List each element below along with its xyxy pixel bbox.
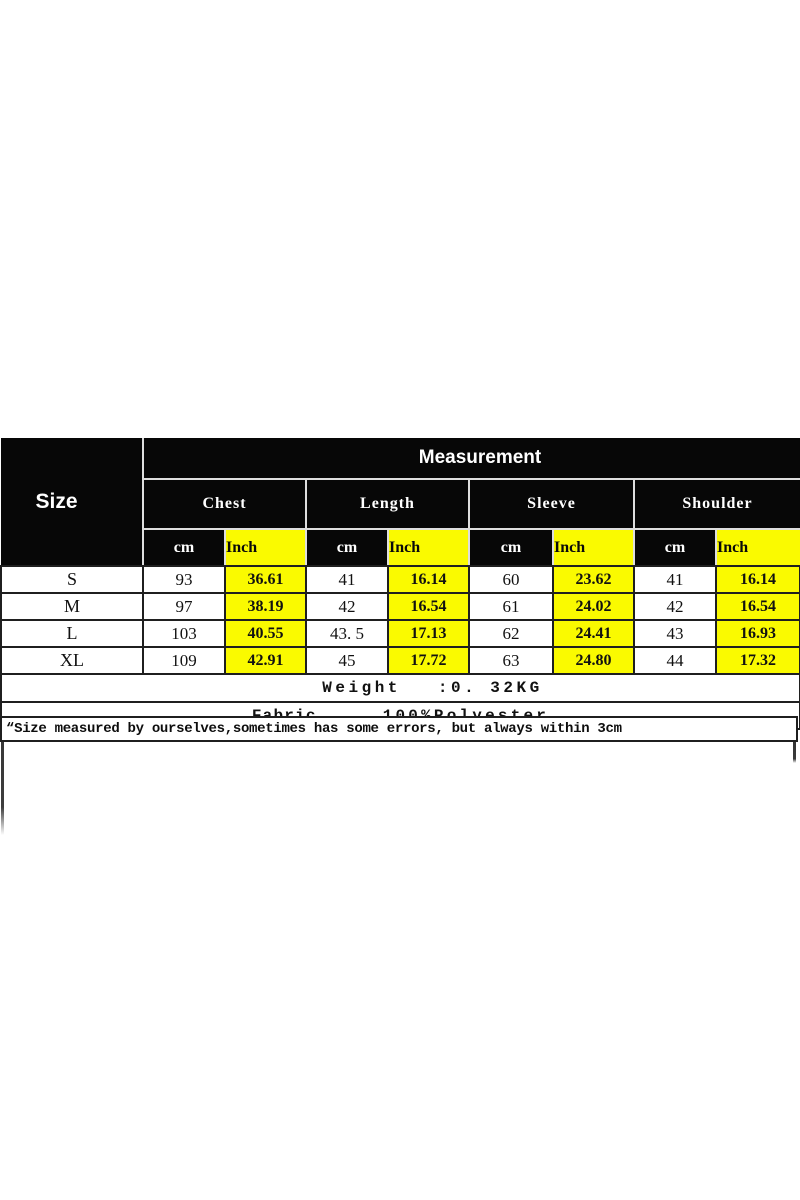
table-cell: 43	[634, 620, 716, 647]
group-header-shoulder: Shoulder	[634, 479, 800, 529]
unit-header-cm: cm	[143, 529, 225, 566]
table-cell: 16.93	[716, 620, 800, 647]
table-cell: 103	[143, 620, 225, 647]
measurement-disclaimer-text: “Size measured by ourselves,sometimes has some errors, but always within 3cm	[6, 721, 622, 737]
table-cell: 36.61	[225, 566, 306, 593]
table-cell: 17.32	[716, 647, 800, 674]
size-label: M	[1, 593, 143, 620]
unit-header-cm: cm	[306, 529, 388, 566]
table-row-m	[1, 593, 800, 620]
table-cell: 42	[306, 593, 388, 620]
unit-header-inch: Inch	[716, 529, 800, 566]
unit-header-inch: Inch	[553, 529, 634, 566]
table-row-xl	[1, 647, 800, 674]
table-cell: 24.41	[553, 620, 634, 647]
table-cell: 38.19	[225, 593, 306, 620]
table-cell: 16.14	[716, 566, 800, 593]
table-cell: 24.80	[553, 647, 634, 674]
table-cell: 40.55	[225, 620, 306, 647]
weight-label: Weight	[322, 679, 401, 697]
unit-header-cm: cm	[634, 529, 716, 566]
table-cell: 23.62	[553, 566, 634, 593]
weight-row	[1, 674, 800, 702]
size-column-header: Size	[1, 438, 143, 566]
table-cell: 16.54	[716, 593, 800, 620]
table-cell: 63	[469, 647, 553, 674]
table-cell: 24.02	[553, 593, 634, 620]
table-cell: 16.54	[388, 593, 469, 620]
unit-header-inch: Inch	[388, 529, 469, 566]
measurement-header: Measurement	[143, 438, 800, 479]
table-cell: 62	[469, 620, 553, 647]
table-cell: 93	[143, 566, 225, 593]
size-measurement-table	[0, 438, 800, 730]
table-cell: 97	[143, 593, 225, 620]
table-cell: 45	[306, 647, 388, 674]
table-cell: 109	[143, 647, 225, 674]
leftover-border-line-right	[793, 742, 796, 763]
table-cell: 42	[634, 593, 716, 620]
leftover-border-line-left	[1, 742, 4, 835]
table-cell: 60	[469, 566, 553, 593]
table-row-s	[1, 566, 800, 593]
weight-value: :0. 32KG	[437, 679, 543, 697]
size-label: S	[1, 566, 143, 593]
table-cell: 42.91	[225, 647, 306, 674]
table-cell: 43. 5	[306, 620, 388, 647]
group-header-chest: Chest	[143, 479, 306, 529]
unit-header-inch: Inch	[225, 529, 306, 566]
table-cell: 41	[306, 566, 388, 593]
size-label: XL	[1, 647, 143, 674]
size-label: L	[1, 620, 143, 647]
table-cell: 61	[469, 593, 553, 620]
table-cell: 16.14	[388, 566, 469, 593]
table-cell: 44	[634, 647, 716, 674]
table-row-l	[1, 620, 800, 647]
group-header-length: Length	[306, 479, 469, 529]
table-cell: 17.72	[388, 647, 469, 674]
table-cell: 17.13	[388, 620, 469, 647]
group-header-sleeve: Sleeve	[469, 479, 634, 529]
table-cell: 41	[634, 566, 716, 593]
measurement-disclaimer-box	[0, 716, 798, 742]
unit-header-cm: cm	[469, 529, 553, 566]
